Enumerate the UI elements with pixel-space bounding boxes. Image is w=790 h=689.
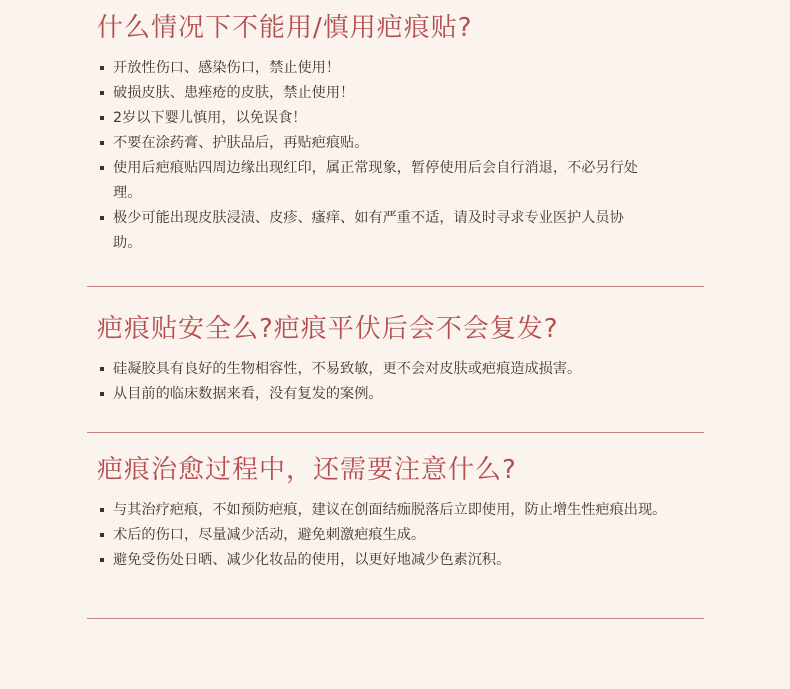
list-item-text: 避免受伤处日晒、减少化妆品的使用，以更好地减少色素沉积。 — [113, 552, 511, 568]
list-item — [100, 106, 680, 131]
section-title-safety: 疤痕贴安全么?疤痕平伏后会不会复发? — [97, 314, 559, 344]
bullet-icon — [100, 166, 104, 170]
safety-list — [100, 357, 680, 407]
bullet-icon — [100, 216, 104, 220]
section-title-usage-warnings: 什么情况下不能用/慎用疤痕贴? — [97, 13, 473, 43]
bullet-icon — [100, 141, 104, 145]
section-divider — [87, 286, 704, 287]
bullet-icon — [100, 66, 104, 70]
section-divider — [87, 432, 704, 433]
bullet-icon — [100, 116, 104, 120]
list-item — [100, 206, 643, 256]
bullet-icon — [100, 533, 104, 537]
list-item-text: 极少可能出现皮肤浸渍、皮疹、瘙痒、如有严重不适，请及时寻求专业医护人员协助。 — [113, 210, 624, 251]
list-item-text: 2岁以下婴儿慎用，以免误食！ — [113, 110, 307, 126]
list-item-text: 不要在涂药膏、护肤品后，再贴疤痕贴。 — [113, 135, 369, 151]
list-item-text: 使用后疤痕贴四周边缘出现红印，属正常现象，暂停使用后会自行消退，不必另行处理。 — [113, 160, 638, 201]
list-item — [100, 131, 680, 156]
list-item — [100, 81, 680, 106]
bullet-icon — [100, 91, 104, 95]
list-item-text: 从目前的临床数据来看，没有复发的案例。 — [113, 386, 383, 402]
list-item — [100, 382, 680, 407]
list-item-text: 破损皮肤、患痤疮的皮肤，禁止使用！ — [113, 85, 355, 101]
list-item-text: 开放性伤口、感染伤口，禁止使用！ — [113, 60, 341, 76]
bullet-icon — [100, 508, 104, 512]
list-item — [100, 357, 680, 382]
bullet-icon — [100, 367, 104, 371]
list-item-text: 硅凝胶具有良好的生物相容性，不易致敏，更不会对皮肤或疤痕造成损害。 — [113, 361, 582, 377]
list-item — [100, 498, 673, 523]
list-item — [100, 156, 653, 206]
section-divider — [87, 618, 704, 619]
bullet-icon — [100, 392, 104, 396]
healing-notes-list — [100, 498, 680, 573]
list-item-text: 与其治疗疤痕，不如预防疤痕，建议在创面结痂脱落后立即使用，防止增生性疤痕出现。 — [113, 502, 667, 518]
list-item — [100, 548, 680, 573]
list-item — [100, 523, 680, 548]
list-item-text: 术后的伤口，尽量减少活动，避免刺激疤痕生成。 — [113, 527, 426, 543]
bullet-icon — [100, 558, 104, 562]
section-title-healing-notes: 疤痕治愈过程中，还需要注意什么? — [97, 455, 517, 485]
list-item — [100, 56, 680, 81]
usage-warnings-list — [100, 56, 680, 256]
